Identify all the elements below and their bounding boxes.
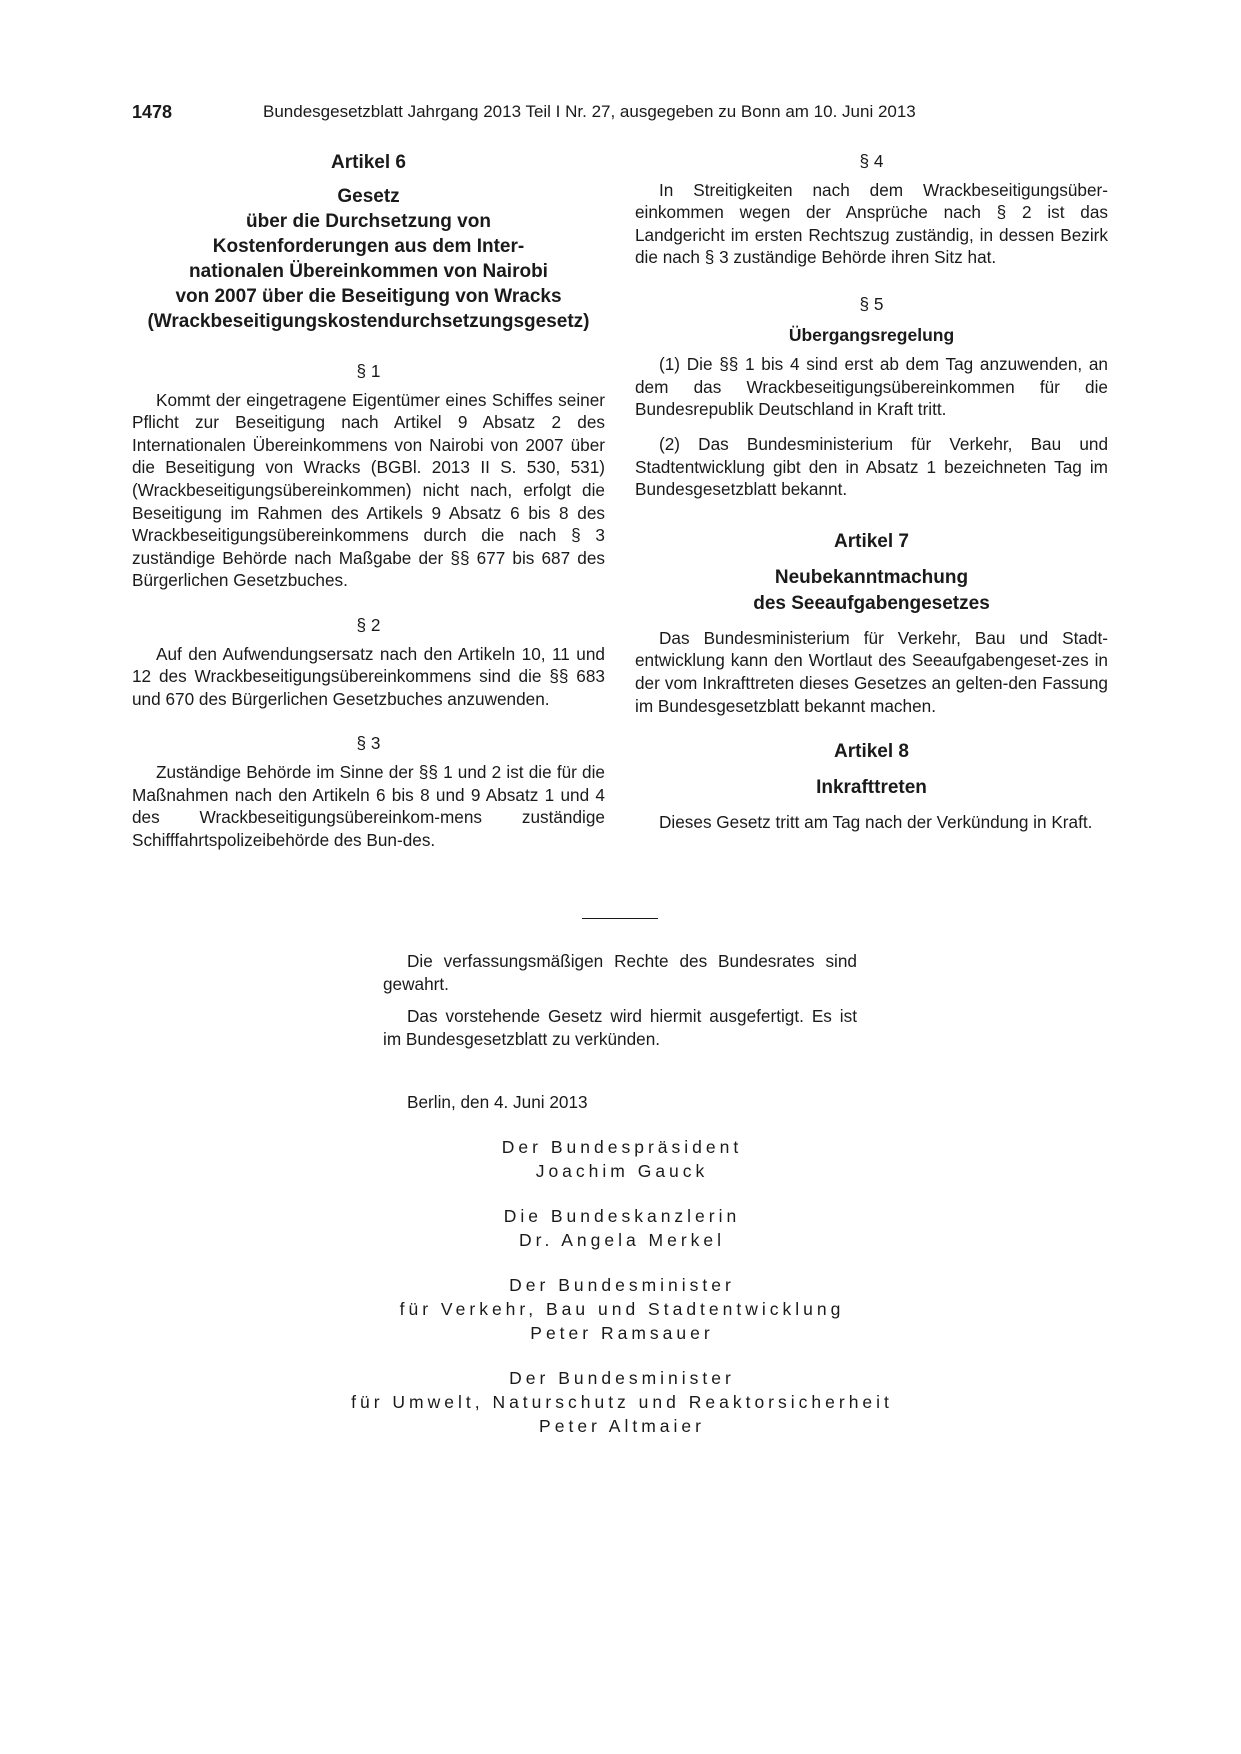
article-7-title — [635, 565, 1108, 617]
separator-rule — [582, 918, 658, 919]
section-2-text: Auf den Aufwendungsersatz nach den Artikeln 10, 11 und 12 des Wrackbeseitigungsübereinkommens sind die §§ 683 und 670 des Bürgerlichen Gesetzbuches anzuwenden. — [132, 643, 605, 709]
signatory-role: Der Bundesminister — [509, 1275, 735, 1295]
section-1-text: Kommt der eingetragene Eigentümer eines Schiffes seiner Pflicht zur Beseitigung nach Artikel 9 Absatz 2 des Internationalen Übereinkommens von Nairobi von 2007 über die Beseitigung von Wracks (BGBl. 2013 II S. 530, 531) (Wrackbeseitigungsübereinkommen) nicht nach, erfolgt die Beseitigung im Rahmen des Artikels 9 Absatz 6 bis 8 des Wrackbeseitigungsübereinkommens durch die nach § 3 zuständige Behörde nach Maßgabe der §§ 677 bis 687 des Bürgerlichen Gesetzbuches. — [132, 389, 605, 591]
signatory-portfolio: für Verkehr, Bau und Stadtentwicklung — [399, 1299, 845, 1319]
signatory-role: Der Bundespräsident — [501, 1137, 743, 1157]
signature-block — [300, 1366, 944, 1438]
section-4-text: In Streitigkeiten nach dem Wrackbeseitigungsüber-einkommen wegen der Ansprüche nach § 2 ist das Landgericht im ersten Rechtszug zuständig, in dessen Bezirk die nach § 3 zuständige Behörde ihren Sitz hat. — [635, 179, 1108, 268]
signatory-role: Der Bundesminister — [509, 1368, 735, 1388]
section-2-heading: § 2 — [356, 614, 381, 635]
page-number: 1478 — [132, 102, 173, 122]
section-1-heading: § 1 — [356, 361, 381, 381]
section-5-heading: § 5 — [859, 293, 884, 314]
law-title-line: über die Durchsetzung von — [246, 211, 491, 232]
article-7-title-line: Neubekanntmachung — [774, 566, 969, 588]
signature-block — [300, 1273, 944, 1345]
signatory-name: Dr. Angela Merkel — [518, 1230, 726, 1250]
law-title — [132, 184, 605, 334]
law-title-line: von 2007 über die Beseitigung von Wracks — [175, 286, 562, 307]
section-4-heading: § 4 — [859, 151, 884, 171]
article-6-heading: Artikel 6 — [331, 152, 406, 173]
gazette-title: Bundesgesetzblatt Jahrgang 2013 Teil I Nr. 27, ausgegeben zu Bonn am 10. Juni 2013 — [263, 102, 916, 121]
signatory-role: Die Bundeskanzlerin — [503, 1206, 741, 1226]
section-5-paragraph: (1) Die §§ 1 bis 4 sind erst ab dem Tag anzuwenden, an dem das Wrackbeseitigungsübereinkommen für die Bundesrepublik Deutschland in Kraft tritt. — [635, 354, 1108, 420]
article-7-title-line: des Seeaufgabengesetzes — [753, 592, 990, 614]
closing-paragraph: Das vorstehende Gesetz wird hiermit ausgefertigt. Es ist im Bundesgesetzblatt zu verkünden. — [383, 1006, 857, 1049]
article-7-heading: Artikel 7 — [834, 530, 909, 552]
law-title-line: nationalen Übereinkommen von Nairobi — [189, 261, 548, 282]
law-title-line: (Wrackbeseitigungskostendurchsetzungsgesetz) — [147, 311, 590, 332]
article-7-text: Das Bundesministerium für Verkehr, Bau und Stadt-entwicklung kann den Wortlaut des Seeaufgabengeset-zes in der vom Inkrafttreten dieses Gesetzes an gelten-den Fassung im Bundesgesetzblatt bekannt machen. — [635, 627, 1108, 716]
signature-block — [300, 1204, 944, 1252]
section-3-heading: § 3 — [356, 733, 381, 754]
law-title-line: Kostenforderungen aus dem Inter- — [212, 236, 525, 257]
place-date: Berlin, den 4. Juni 2013 — [407, 1092, 588, 1112]
section-3-text: Zuständige Behörde im Sinne der §§ 1 und 2 ist die für die Maßnahmen nach den Artikeln 6 bis 8 und 9 Absatz 1 und 4 des Wrackbeseitigungsübereinkom-mens zuständige Schifffahrtspolizeibehörde des Bun-des. — [132, 761, 605, 850]
signatory-name: Joachim Gauck — [535, 1161, 709, 1181]
signature-block — [300, 1135, 944, 1183]
section-5-paragraph: (2) Das Bundesministerium für Verkehr, Bau und Stadtentwicklung gibt den in Absatz 1 bezeichneten Tag im Bundesgesetzblatt bekannt. — [635, 433, 1108, 500]
signatures — [300, 1135, 944, 1438]
law-title-line: Gesetz — [337, 186, 400, 207]
left-column — [132, 150, 605, 851]
section-5-subheading: Übergangsregelung — [788, 324, 955, 345]
right-column — [635, 150, 1108, 834]
article-8-heading: Artikel 8 — [834, 741, 909, 763]
closing-paragraph: Die verfassungsmäßigen Rechte des Bundesrates sind gewahrt. — [383, 951, 857, 994]
signatory-name: Peter Altmaier — [539, 1416, 705, 1436]
article-8-text: Dieses Gesetz tritt am Tag nach der Verkündung in Kraft. — [659, 812, 1093, 833]
page-header — [132, 102, 1112, 126]
closing-formula — [383, 950, 857, 1050]
signatory-portfolio: für Umwelt, Naturschutz und Reaktorsicherheit — [351, 1392, 893, 1412]
signatory-name: Peter Ramsauer — [530, 1323, 714, 1343]
article-8-title: Inkrafttreten — [816, 777, 927, 799]
